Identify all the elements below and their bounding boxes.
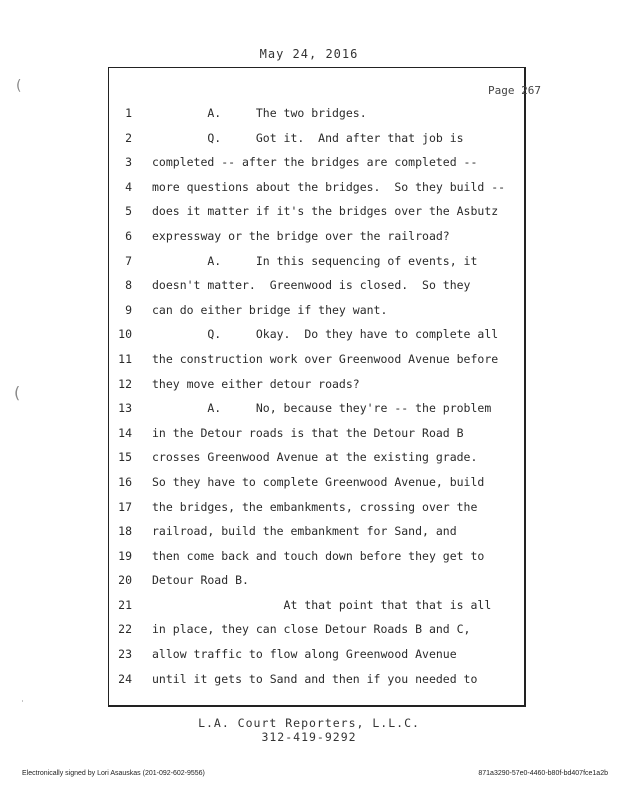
transcript-line: [110, 519, 524, 544]
transcript-line: [110, 101, 524, 126]
transcript-line: [110, 298, 524, 323]
transcript-line: [110, 642, 524, 667]
transcript-line: [110, 175, 524, 200]
line-text: until it gets to Sand and then if you needed to: [152, 671, 478, 686]
line-number: 1: [125, 106, 132, 120]
line-number: 17: [118, 499, 132, 514]
document-hash: 871a3290-57e0-4460-b80f-bd407fce1a2b: [478, 770, 608, 777]
transcript-line: [110, 372, 524, 397]
line-text: Detour Road B.: [152, 573, 249, 588]
line-number: 5: [125, 204, 132, 219]
transcript-line: [110, 150, 524, 175]
transcript-line: [110, 667, 524, 692]
line-number: 24: [118, 671, 132, 686]
transcript-line: [110, 224, 524, 249]
line-text: does it matter if it's the bridges over the Asbutz: [152, 204, 499, 219]
line-text: crosses Greenwood Avenue at the existing grade.: [152, 450, 478, 465]
transcript-line: [110, 273, 524, 298]
line-text: doesn't matter. Greenwood is closed. So they: [152, 278, 471, 293]
transcript-line: [110, 249, 524, 274]
reporter-phone: 312-419-9292: [261, 730, 357, 744]
line-number: 6: [125, 228, 132, 243]
line-text: can do either bridge if they want.: [152, 302, 388, 317]
line-text: then come back and touch down before they get to: [152, 548, 485, 563]
line-number: 4: [125, 179, 132, 194]
line-number: 11: [118, 351, 132, 366]
transcript-line: [110, 495, 524, 520]
line-text: A. The two bridges.: [152, 106, 367, 120]
transcript-line: [110, 445, 524, 470]
line-number: 12: [118, 376, 132, 391]
transcript-line: [110, 470, 524, 495]
line-number: 2: [125, 130, 132, 145]
line-number: 18: [118, 524, 132, 539]
line-number: 7: [125, 253, 132, 268]
line-text: expressway or the bridge over the railroad?: [152, 228, 450, 243]
transcript-line: [110, 617, 524, 642]
line-number: 23: [118, 647, 132, 662]
line-number: 15: [118, 450, 132, 465]
line-number: 9: [125, 302, 132, 317]
line-text: they move either detour roads?: [152, 376, 360, 391]
line-text: A. In this sequencing of events, it: [152, 253, 478, 268]
transcript-line: [110, 126, 524, 151]
line-text: the bridges, the embankments, crossing over the: [152, 499, 478, 514]
reporter-footer: [0, 716, 618, 744]
transcript-line: [110, 568, 524, 593]
line-text: completed -- after the bridges are completed --: [152, 155, 478, 170]
line-number: 8: [125, 278, 132, 293]
line-number: 13: [118, 401, 132, 416]
scan-mark-icon: (: [16, 78, 22, 94]
transcript-line: [110, 544, 524, 569]
page-number: Page 267: [488, 84, 541, 97]
line-text: So they have to complete Greenwood Avenue, build: [152, 474, 485, 489]
line-text: in the Detour roads is that the Detour Road B: [152, 425, 464, 440]
line-number: 19: [118, 548, 132, 563]
electronic-signature: Electronically signed by Lori Asauskas (201-092-602-9556): [22, 770, 205, 777]
transcript-line: [110, 396, 524, 421]
transcript-line: [110, 593, 524, 618]
transcript-line: [110, 199, 524, 224]
transcript-line: [110, 322, 524, 347]
line-number: 21: [118, 597, 132, 612]
transcript-line: [110, 421, 524, 446]
scan-mark-icon: (: [14, 383, 21, 402]
transcript-line: [110, 347, 524, 372]
line-text: the construction work over Greenwood Avenue before: [152, 351, 499, 366]
line-number: 22: [118, 622, 132, 637]
line-text: A. No, because they're -- the problem: [152, 401, 492, 416]
reporter-company: L.A. Court Reporters, L.L.C.: [198, 716, 420, 730]
transcript-lines: [110, 101, 524, 691]
line-text: Q. Okay. Do they have to complete all: [152, 327, 499, 342]
line-number: 10: [118, 327, 132, 342]
scan-mark-icon: ˙: [20, 700, 25, 711]
line-number: 14: [118, 425, 132, 440]
line-text: At that point that that is all: [152, 597, 492, 612]
line-number: 3: [125, 155, 132, 170]
line-number: 16: [118, 474, 132, 489]
line-text: allow traffic to flow along Greenwood Avenue: [152, 647, 457, 662]
line-text: more questions about the bridges. So they build --: [152, 179, 506, 194]
line-text: in place, they can close Detour Roads B and C,: [152, 622, 471, 637]
line-text: railroad, build the embankment for Sand, and: [152, 524, 457, 539]
line-text: Q. Got it. And after that job is: [152, 130, 464, 145]
line-number: 20: [118, 573, 132, 588]
deposition-date: May 24, 2016: [259, 47, 359, 61]
